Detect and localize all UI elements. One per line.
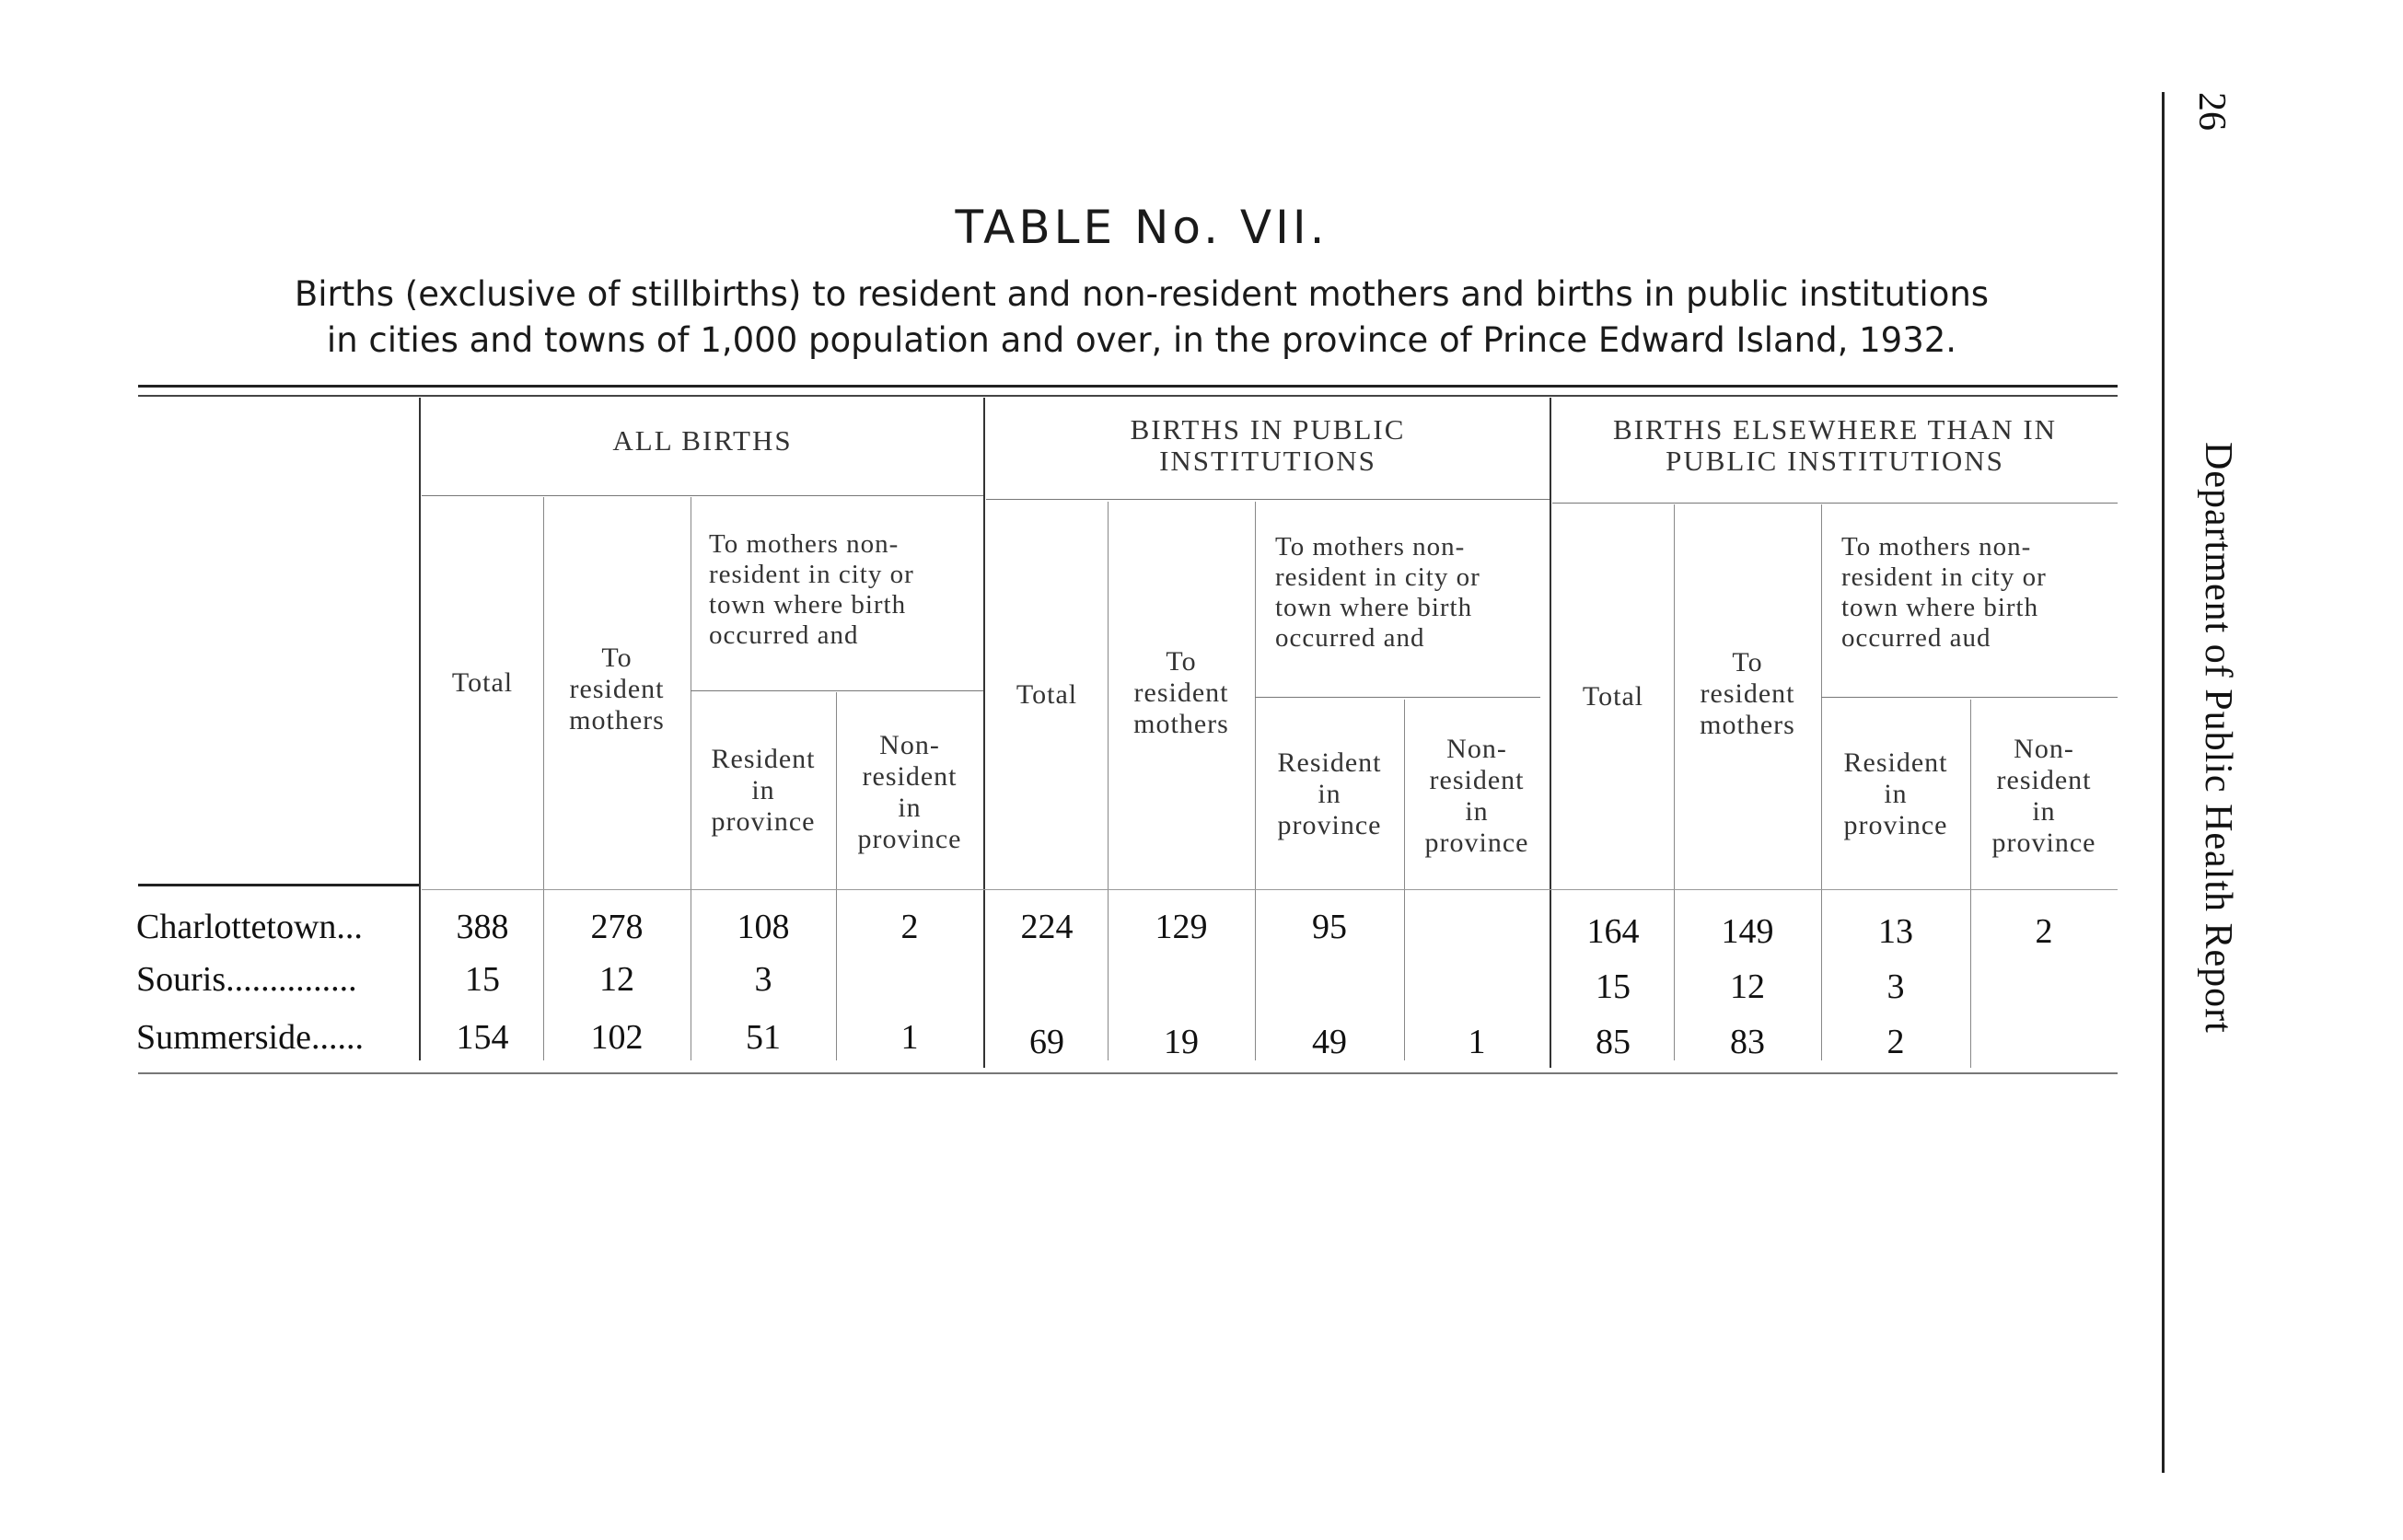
- table-cell: 19: [1164, 1023, 1199, 1061]
- table-cell: 2: [2035, 912, 2053, 951]
- table-caption: [0, 272, 2283, 364]
- group-title-all-births: ALL BIRTHS: [612, 424, 793, 457]
- running-head: Department of Public Health Report: [2197, 442, 2239, 1034]
- table-cell: 102: [590, 1018, 644, 1057]
- table-cell: 224: [1020, 908, 1074, 946]
- col-nonresident-head-public: To mothers non- resident in city or town where birth occurred and: [1275, 532, 1480, 653]
- subgroup-underline: [1255, 697, 1540, 698]
- col-nonresident-in-province-public: Non- resident in province: [1424, 734, 1529, 858]
- table-cell: 149: [1721, 912, 1774, 951]
- col-to-resident-elsewhere: To resident mothers: [1700, 647, 1795, 740]
- col-total-elsewhere: Total: [1582, 681, 1644, 712]
- col-to-resident-all: To resident mothers: [569, 643, 665, 735]
- divider-group-1: [983, 398, 985, 1068]
- table-title: TABLE No. VII.: [955, 201, 1329, 254]
- col-nonresident-in-province-all: Non- resident in province: [857, 730, 962, 854]
- table-cell: 15: [465, 960, 500, 999]
- group-underline: [1552, 503, 2118, 504]
- group-underline: [422, 495, 983, 496]
- col-divider: [1108, 502, 1109, 1060]
- caption-line-2: in cities and towns of 1,000 population and over, in the province of Prince Edward Island, 1932.: [326, 320, 1957, 360]
- header-bottom-rule: [422, 889, 2118, 890]
- col-nonresident-head-all: To mothers non- resident in city or town where birth occurred and: [709, 529, 914, 650]
- table-cell: 1: [900, 1018, 919, 1057]
- subgroup-underline: [691, 690, 983, 691]
- divider-group-2: [1550, 398, 1551, 1068]
- row-label-charlottetown: Charlottetown...: [136, 908, 363, 946]
- page-number: 26: [2190, 92, 2233, 131]
- col-resident-in-province-public: Resident in province: [1277, 747, 1382, 840]
- caption-line-1: Births (exclusive of stillbirths) to resident and non-resident mothers and births in public institutions: [294, 274, 1990, 314]
- divider-stub: [419, 398, 421, 1060]
- table-cell: 3: [1886, 967, 1905, 1006]
- table-cell: 3: [754, 960, 772, 999]
- table-cell: 2: [900, 908, 919, 946]
- table-cell: 2: [1886, 1023, 1905, 1061]
- group-title-public-institutions: BIRTHS IN PUBLIC INSTITUTIONS: [1130, 413, 1406, 477]
- header-bottom-rule: [138, 884, 419, 886]
- margin-rule: [2162, 92, 2165, 1473]
- col-resident-in-province-all: Resident in province: [711, 744, 816, 837]
- table-cell: 12: [599, 960, 634, 999]
- table-cell: 13: [1878, 912, 1913, 951]
- group-title-elsewhere: BIRTHS ELSEWHERE THAN IN PUBLIC INSTITUTIONS: [1612, 413, 2058, 477]
- table-cell: 51: [746, 1018, 781, 1057]
- row-label-summerside: Summerside......: [136, 1018, 364, 1057]
- row-label-souris: Souris...............: [136, 960, 357, 999]
- table-cell: 83: [1730, 1023, 1765, 1061]
- table-bottom-rule: [138, 1072, 2118, 1074]
- table-cell: 1: [1468, 1023, 1486, 1061]
- table-cell: 108: [737, 908, 790, 946]
- subgroup-underline: [1821, 697, 2118, 698]
- table-cell: 129: [1155, 908, 1208, 946]
- table-cell: 154: [456, 1018, 509, 1057]
- table-cell: 12: [1730, 967, 1765, 1006]
- table-cell: 85: [1596, 1023, 1631, 1061]
- col-resident-in-province-elsewhere: Resident in province: [1843, 747, 1948, 840]
- group-underline: [986, 499, 1550, 500]
- col-to-resident-public: To resident mothers: [1133, 646, 1229, 739]
- table-cell: 15: [1596, 967, 1631, 1006]
- top-rule-thick: [138, 385, 2118, 388]
- table-cell: 69: [1029, 1023, 1064, 1061]
- top-rule-thin: [138, 395, 2118, 397]
- table-cell: 388: [456, 908, 509, 946]
- table-cell: 278: [590, 908, 644, 946]
- col-nonresident-head-elsewhere: To mothers non- resident in city or town where birth occurred aud: [1841, 532, 2047, 653]
- table-cell: 49: [1312, 1023, 1347, 1061]
- col-nonresident-in-province-elsewhere: Non- resident in province: [1991, 734, 2096, 858]
- table-cell: 95: [1312, 908, 1347, 946]
- table-cell: 164: [1586, 912, 1640, 951]
- col-total-all: Total: [451, 667, 514, 698]
- col-total-public: Total: [1016, 679, 1078, 710]
